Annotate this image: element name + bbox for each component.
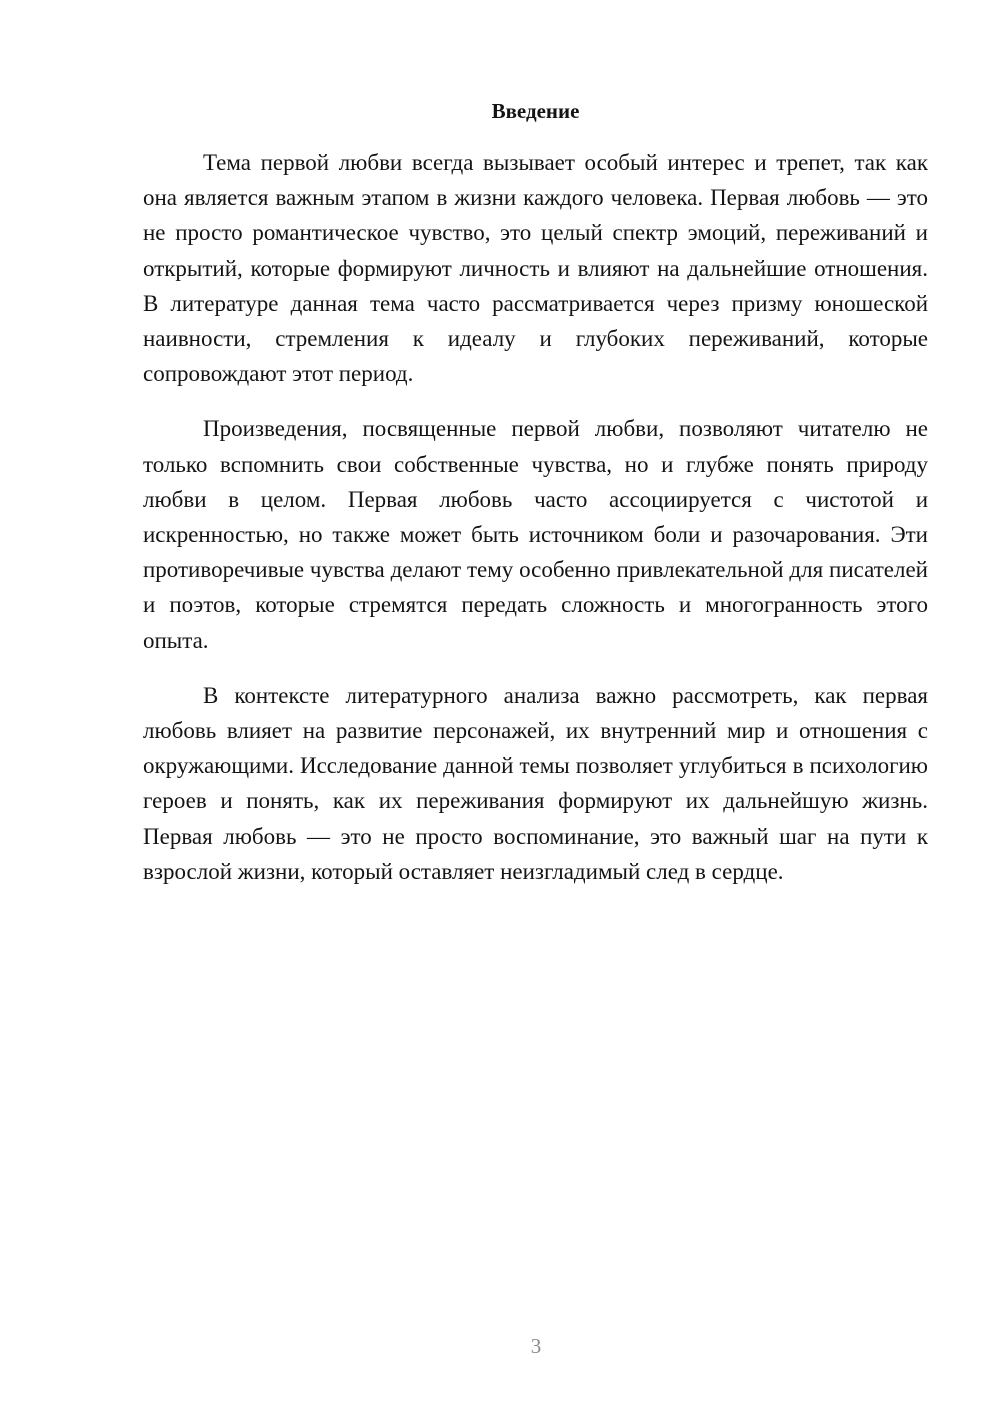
page-number: 3 (530, 1334, 542, 1358)
paragraph-2: Произведения, посвященные первой любви, позволяют читателю не только вспомнить свои собственные чувства, но и глубже понять природу любви в целом. Первая любовь часто ассоциируется с чистотой и искренностью, но также может быть источником боли и разочарования. Эти противоречивые чувства делают тему особенно привлекательной для писателей и поэтов, которые стремятся передать сложность и многогранность этого опыта. (143, 416, 928, 653)
paragraph-1: Тема первой любви всегда вызывает особый интерес и трепет, так как она является важным этапом в жизни каждого человека. Первая любовь — это не просто романтическое чувство, это целый спектр эмоций, переживаний и открытий, которые формируют личность и влияют на дальнейшие отношения. В литературе данная тема часто рассматривается через призму юношеской наивности, стремления к идеалу и глубоких переживаний, которые сопровождают этот период. (143, 150, 928, 387)
paragraph-3: В контексте литературного анализа важно рассмотреть, как первая любовь влияет на развитие персонажей, их внутренний мир и отношения с окружающими. Исследование данной темы позволяет углубиться в психологию героев и понять, как их переживания формируют их дальнейшую жизнь. Первая любовь — это не просто воспоминание, это важный шаг на пути к взрослой жизни, который оставляет неизгладимый след в сердце. (143, 682, 928, 884)
section-heading: Введение (491, 99, 580, 123)
page-content (143, 97, 928, 909)
